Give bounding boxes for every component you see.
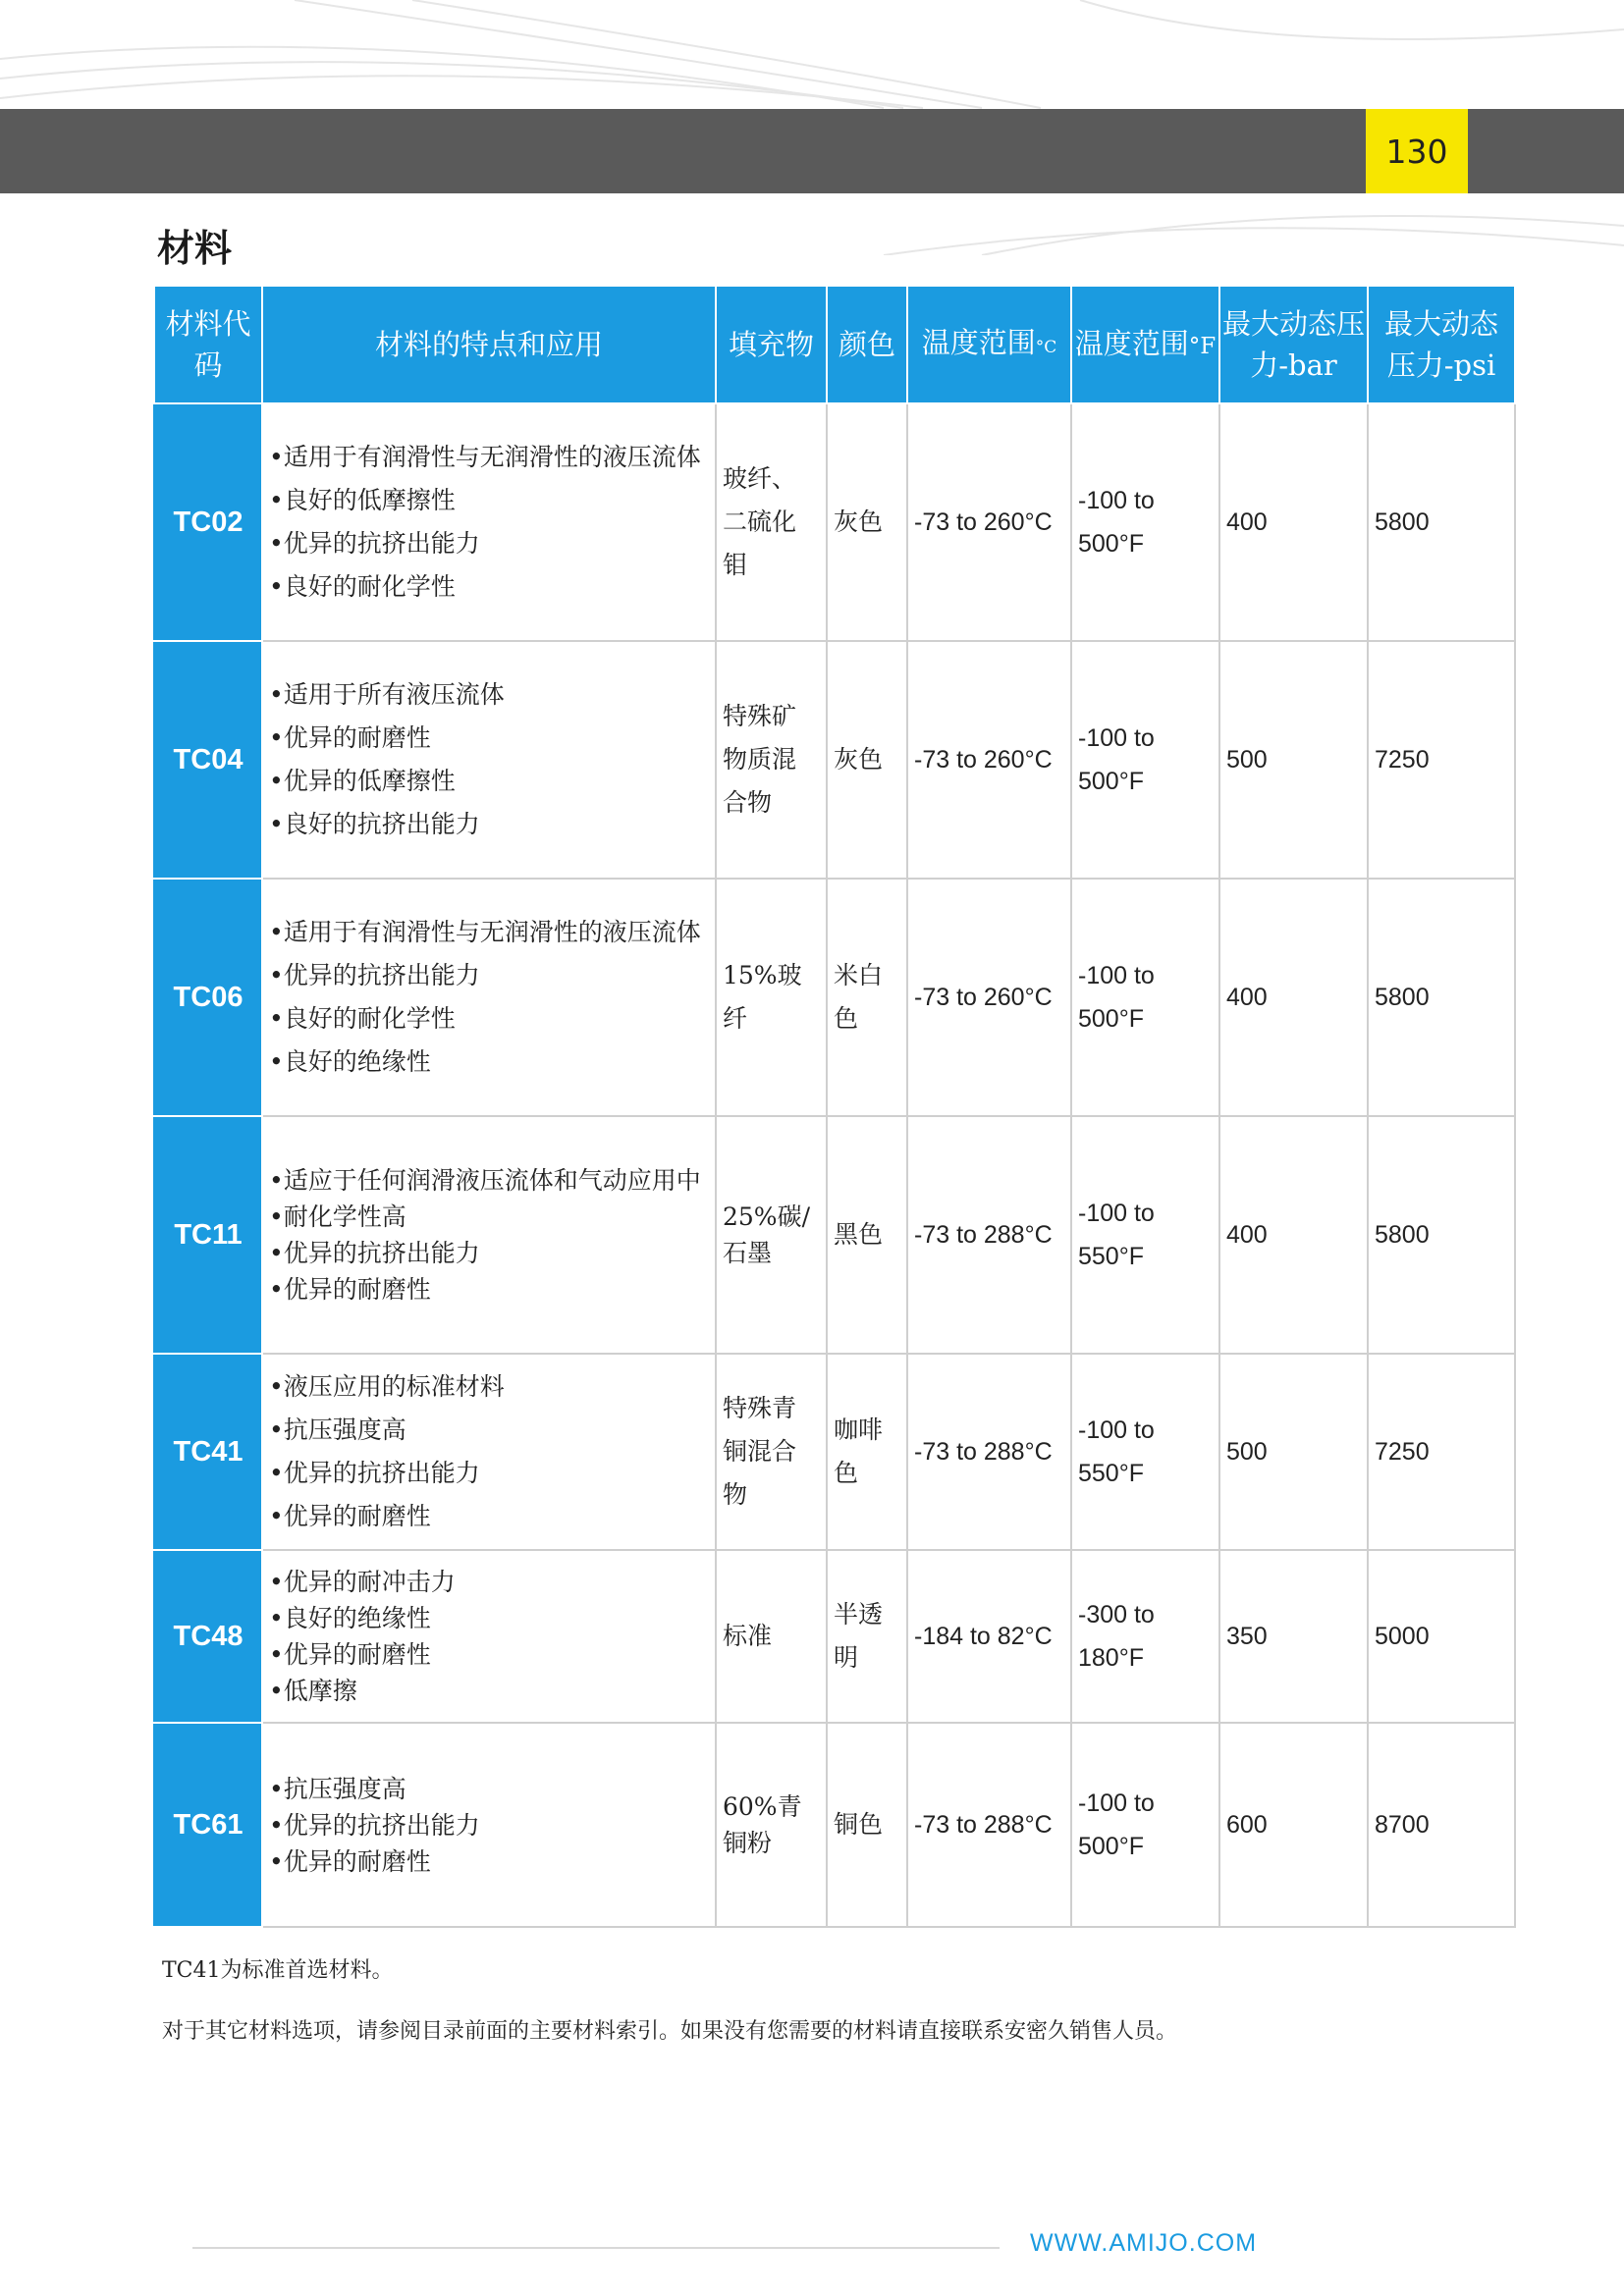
psi-cell: 8700 <box>1368 1723 1515 1927</box>
material-code: TC06 <box>154 879 262 1116</box>
features-cell <box>262 1550 716 1723</box>
temp-c-cell: -73 to 288°C <box>907 1354 1071 1550</box>
header-features: 材料的特点和应用 <box>262 286 716 403</box>
temp-f-cell: -100 to 500°F <box>1071 641 1219 879</box>
color-cell: 灰色 <box>827 641 907 879</box>
temp-f-cell: -100 to 500°F <box>1071 403 1219 641</box>
feature-item: • 适用于有润滑性与无润滑性的液压流体 <box>269 911 709 954</box>
material-code: TC61 <box>154 1723 262 1927</box>
feature-item: • 耐化学性高 <box>269 1199 709 1235</box>
temp-f-cell: -300 to 180°F <box>1071 1550 1219 1723</box>
bar-cell: 400 <box>1219 1116 1368 1354</box>
feature-item: • 优异的低摩擦性 <box>269 760 709 803</box>
filler-cell: 60%青铜粉 <box>716 1723 827 1927</box>
table-row <box>154 1354 1515 1550</box>
filler-cell: 玻纤、二硫化钼 <box>716 403 827 641</box>
feature-item: • 良好的抗挤出能力 <box>269 803 709 846</box>
feature-item: • 优异的耐冲击力 <box>269 1564 709 1600</box>
features-cell <box>262 403 716 641</box>
temp-f-cell: -100 to 550°F <box>1071 1116 1219 1354</box>
feature-item: • 液压应用的标准材料 <box>269 1365 709 1409</box>
psi-cell: 7250 <box>1368 641 1515 879</box>
header-bar: 最大动态压力-bar <box>1219 286 1368 403</box>
temp-c-cell: -73 to 260°C <box>907 403 1071 641</box>
psi-cell: 5800 <box>1368 879 1515 1116</box>
feature-item: • 低摩擦 <box>269 1673 709 1709</box>
features-cell <box>262 1116 716 1354</box>
psi-cell: 5000 <box>1368 1550 1515 1723</box>
filler-cell: 特殊青铜混合物 <box>716 1354 827 1550</box>
bar-cell: 500 <box>1219 641 1368 879</box>
bar-cell: 400 <box>1219 879 1368 1116</box>
header-temp-c-unit: °C <box>1035 337 1057 357</box>
page-title: 材料 <box>157 226 233 270</box>
material-code: TC02 <box>154 403 262 641</box>
feature-item: • 良好的耐化学性 <box>269 997 709 1041</box>
feature-item: • 优异的抗挤出能力 <box>269 1235 709 1271</box>
feature-item: • 抗压强度高 <box>269 1771 709 1807</box>
header-temp-c <box>907 286 1071 403</box>
feature-item: • 适用于所有液压流体 <box>269 673 709 717</box>
features-cell <box>262 641 716 879</box>
psi-cell: 7250 <box>1368 1354 1515 1550</box>
psi-cell: 5800 <box>1368 403 1515 641</box>
page-number: 130 <box>1366 109 1468 193</box>
psi-cell: 5800 <box>1368 1116 1515 1354</box>
feature-item: • 优异的抗挤出能力 <box>269 1807 709 1843</box>
table-row <box>154 403 1515 641</box>
header-temp-f <box>1071 286 1219 403</box>
footer-website-link[interactable]: WWW.AMIJO.COM <box>1030 2229 1258 2257</box>
footer-divider <box>192 2247 1000 2249</box>
features-cell <box>262 1354 716 1550</box>
temp-c-cell: -73 to 288°C <box>907 1116 1071 1354</box>
filler-cell: 15%玻纤 <box>716 879 827 1116</box>
feature-item: • 优异的抗挤出能力 <box>269 954 709 997</box>
feature-item: • 良好的绝缘性 <box>269 1041 709 1084</box>
feature-item: • 优异的耐磨性 <box>269 1271 709 1308</box>
header-color: 颜色 <box>827 286 907 403</box>
feature-item: • 良好的绝缘性 <box>269 1600 709 1636</box>
bar-cell: 600 <box>1219 1723 1368 1927</box>
filler-cell: 特殊矿物质混合物 <box>716 641 827 879</box>
features-cell <box>262 1723 716 1927</box>
temp-f-cell: -100 to 500°F <box>1071 879 1219 1116</box>
header-psi: 最大动态压力-psi <box>1368 286 1515 403</box>
materials-table <box>153 285 1516 1928</box>
feature-item: • 适应于任何润滑液压流体和气动应用中 <box>269 1162 709 1199</box>
color-cell: 铜色 <box>827 1723 907 1927</box>
bar-cell: 500 <box>1219 1354 1368 1550</box>
temp-c-cell: -184 to 82°C <box>907 1550 1071 1723</box>
features-cell <box>262 879 716 1116</box>
feature-item: • 抗压强度高 <box>269 1409 709 1452</box>
feature-item: • 适用于有润滑性与无润滑性的液压流体 <box>269 436 709 479</box>
filler-cell: 标准 <box>716 1550 827 1723</box>
color-cell: 黑色 <box>827 1116 907 1354</box>
feature-item: • 良好的低摩擦性 <box>269 479 709 522</box>
temp-c-cell: -73 to 260°C <box>907 641 1071 879</box>
material-code: TC41 <box>154 1354 262 1550</box>
header-temp-f-label: 温度范围 <box>1074 326 1189 360</box>
table-row <box>154 1550 1515 1723</box>
note-standard-material: TC41为标准首选材料。 <box>162 1958 394 1983</box>
material-code: TC11 <box>154 1116 262 1354</box>
feature-item: • 优异的耐磨性 <box>269 717 709 760</box>
filler-cell: 25%碳/石墨 <box>716 1116 827 1354</box>
table-row <box>154 879 1515 1116</box>
temp-f-cell: -100 to 550°F <box>1071 1354 1219 1550</box>
feature-item: • 良好的耐化学性 <box>269 565 709 609</box>
bar-cell: 350 <box>1219 1550 1368 1723</box>
header-filler: 填充物 <box>716 286 827 403</box>
temp-c-cell: -73 to 288°C <box>907 1723 1071 1927</box>
material-code: TC04 <box>154 641 262 879</box>
material-code: TC48 <box>154 1550 262 1723</box>
bar-cell: 400 <box>1219 403 1368 641</box>
color-cell: 灰色 <box>827 403 907 641</box>
feature-item: • 优异的耐磨性 <box>269 1495 709 1538</box>
color-cell: 咖啡色 <box>827 1354 907 1550</box>
feature-item: • 优异的抗挤出能力 <box>269 1452 709 1495</box>
feature-item: • 优异的抗挤出能力 <box>269 522 709 565</box>
temp-c-cell: -73 to 260°C <box>907 879 1071 1116</box>
table-row <box>154 1116 1515 1354</box>
temp-f-cell: -100 to 500°F <box>1071 1723 1219 1927</box>
feature-item: • 优异的耐磨性 <box>269 1843 709 1880</box>
table-header-row <box>154 286 1515 403</box>
header-temp-c-label: 温度范围 <box>921 325 1036 359</box>
feature-item: • 优异的耐磨性 <box>269 1636 709 1673</box>
color-cell: 米白色 <box>827 879 907 1116</box>
table-row <box>154 641 1515 879</box>
table-row <box>154 1723 1515 1927</box>
header-temp-f-unit: °F <box>1188 333 1217 359</box>
note-other-materials: 对于其它材料选项，请参阅目录前面的主要材料索引。如果没有您需要的材料请直接联系安密久销售人员。 <box>162 2019 1178 2044</box>
header-code: 材料代码 <box>154 286 262 403</box>
color-cell: 半透明 <box>827 1550 907 1723</box>
